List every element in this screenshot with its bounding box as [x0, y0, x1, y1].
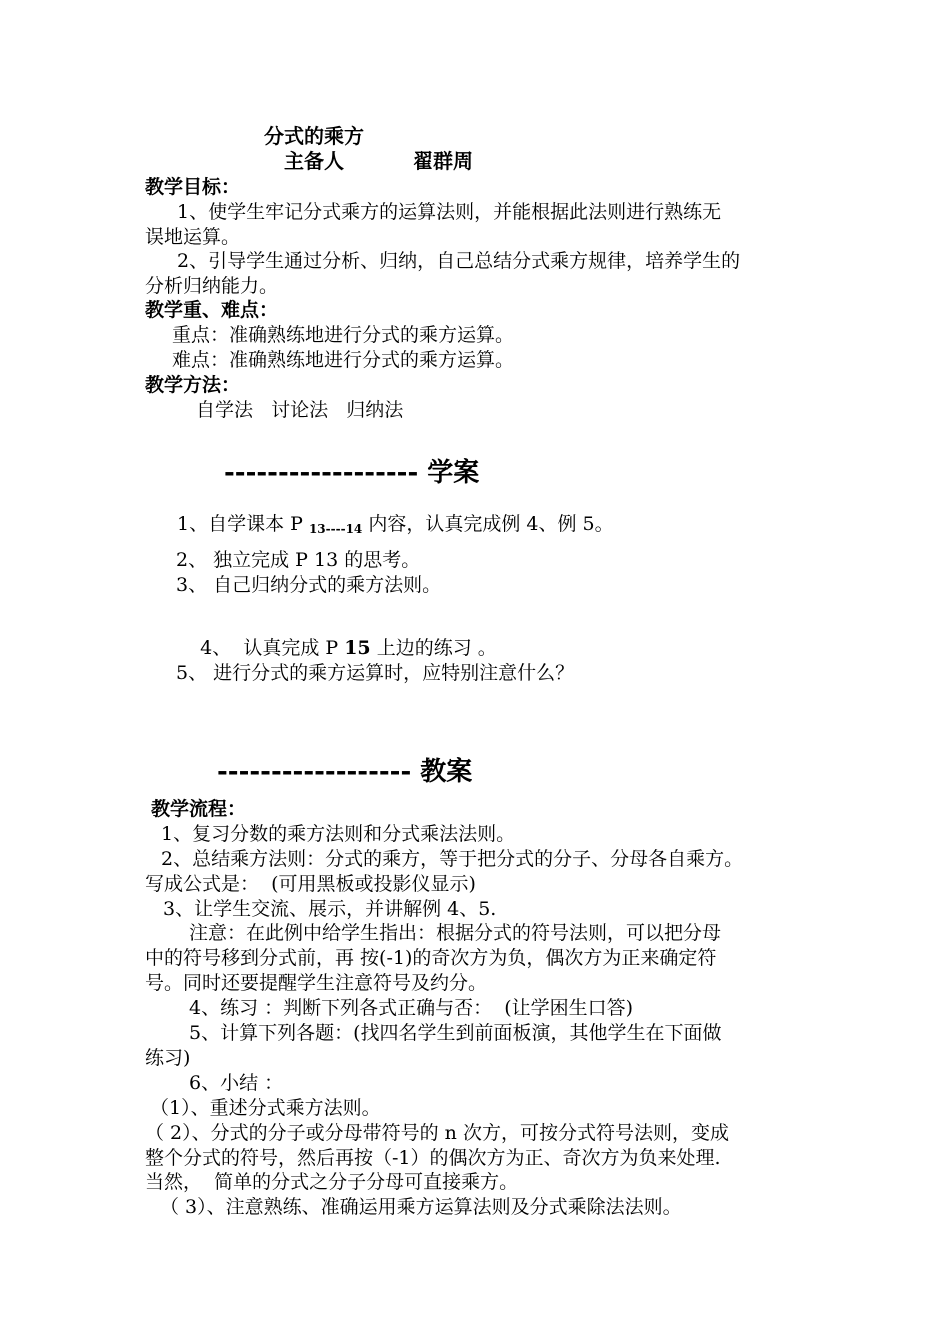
flow-line-16: （ 3）、注意熟练、准确运用乘方运算法则及分式乘除法法则。	[160, 1196, 682, 1218]
flow-line-11: 6、小结 ：	[189, 1072, 284, 1094]
flow-line-13: （ 2）、分式的分子或分母带符号的 n 次方，可按分式符号法则，变成	[145, 1122, 729, 1144]
study-item-1	[177, 512, 614, 541]
study-item-1-pages: 13----14	[308, 522, 363, 536]
study-item-1-pre: 1、自学课本 P	[177, 513, 309, 535]
key-point: 重点：准确熟练地进行分式的乘方运算。	[172, 324, 515, 346]
difficult-point: 难点：准确熟练地进行分式的乘方运算。	[172, 349, 515, 371]
objectives-heading: 教学目标：	[145, 176, 241, 198]
teaching-plan-heading: ------------------ 教案	[217, 757, 473, 787]
doc-title: 分式的乘方	[264, 124, 364, 148]
preparer-label: 主备人	[284, 149, 344, 173]
objective-1-line-1: 1、使学生牢记分式乘方的运算法则，并能根据此法则进行熟练无	[177, 201, 722, 223]
flow-line-10: 练习)	[145, 1047, 191, 1069]
key-points-heading: 教学重、难点：	[145, 299, 279, 321]
teaching-flow-heading: 教学流程：	[151, 798, 247, 820]
study-item-3: 3、 自己归纳分式的乘方法则。	[176, 574, 442, 596]
flow-line-3: 写成公式是： (可用黑板或投影仪显示)	[145, 873, 476, 895]
methods-text: 自学法 讨论法 归纳法	[196, 399, 404, 421]
objective-2-line-2: 分析归纳能力。	[145, 275, 279, 297]
flow-line-1: 1、复习分数的乘方法则和分式乘法法则。	[161, 823, 516, 845]
study-item-4-pre: 4、 认真完成 P	[200, 637, 345, 659]
study-item-5: 5、 进行分式的乘方运算时，应特别注意什么？	[176, 662, 575, 684]
flow-line-6: 中的符号移到分式前，再 按(-1)的奇次方为负，偶次方为正来确定符	[145, 947, 717, 969]
flow-line-14: 整个分式的符号，然后再按（-1）的偶次方为正、奇次方为负来处理.	[145, 1147, 721, 1169]
flow-line-8: 4、练习 ：判断下列各式正确与否： (让学困生口答)	[189, 997, 634, 1019]
flow-line-12: （1）、重述分式乘方法则。	[150, 1097, 381, 1119]
study-item-2: 2、 独立完成 P 13 的思考。	[176, 549, 421, 571]
flow-line-7: 号。同时还要提醒学生注意符号及约分。	[145, 972, 488, 994]
flow-line-15: 当然， 简单的分式之分子分母可直接乘方。	[145, 1171, 519, 1193]
flow-line-9: 5、计算下列各题：(找四名学生到前面板演，其他学生在下面做	[189, 1022, 722, 1044]
study-plan-heading: ------------------ 学案	[224, 458, 480, 488]
flow-line-4: 3、让学生交流、展示，并讲解例 4、5.	[163, 898, 497, 920]
preparer-name: 翟群周	[413, 149, 473, 173]
study-item-4-page: 15	[344, 637, 371, 659]
methods-heading: 教学方法：	[145, 374, 241, 396]
objective-1-line-2: 误地运算。	[145, 226, 241, 248]
flow-line-5: 注意：在此例中给学生指出：根据分式的符号法则，可以把分母	[189, 922, 722, 944]
objective-2-line-1: 2、引导学生通过分析、归纳，自己总结分式乘方规律，培养学生的	[177, 250, 741, 272]
flow-line-2: 2、总结乘方法则：分式的乘方，等于把分式的分子、分母各自乘方。	[161, 848, 744, 870]
study-item-4-post: 上边的练习 。	[370, 637, 497, 659]
study-item-1-post: 内容，认真完成例 4、例 5。	[362, 513, 614, 535]
